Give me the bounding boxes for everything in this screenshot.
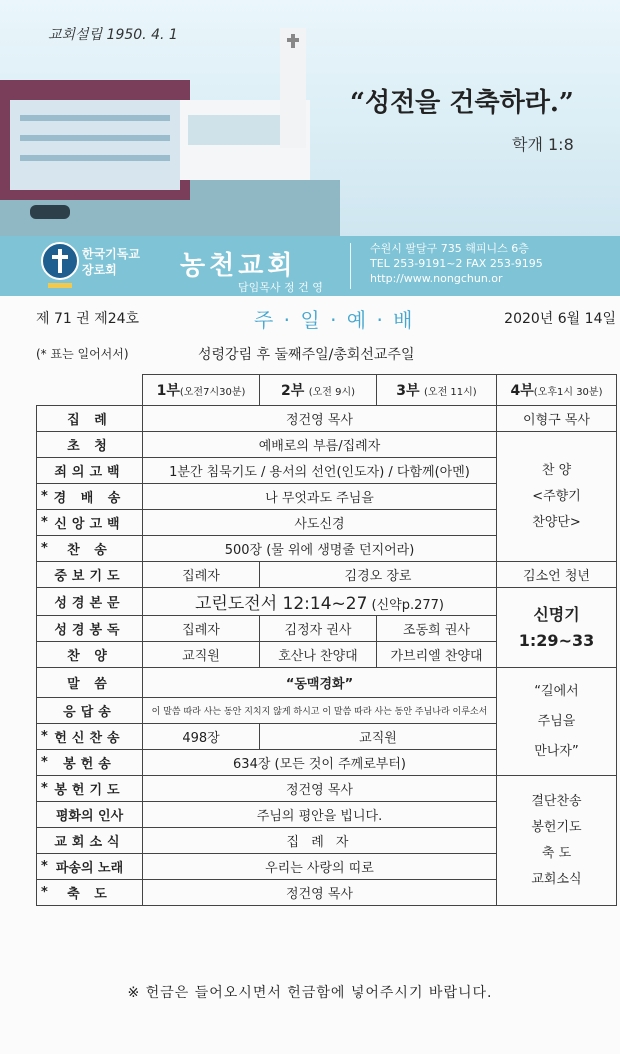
- order-item-label-text: 경 배 송: [53, 491, 126, 506]
- service-3-value: 가브리엘 찬양대: [377, 642, 497, 668]
- service-2-3-value: 교직원: [260, 724, 497, 750]
- order-item-label: [37, 724, 143, 750]
- standing-star: *: [41, 515, 48, 530]
- banner-divider: [350, 243, 351, 289]
- response-song-lyrics: 이 말씀 따라 사는 동안 지치지 않게 하시고 이 말씀 따라 사는 동안 주님나라 이루소서: [143, 698, 497, 724]
- standing-star: *: [41, 859, 48, 874]
- order-item-value: 예배로의 부름/집례자: [143, 432, 497, 458]
- volume-number: 제 71 권 제24호: [36, 311, 140, 327]
- order-item-value: 우리는 사랑의 띠로: [143, 854, 497, 880]
- order-item-label: 집 례: [37, 406, 143, 432]
- service-4-value: 김소언 청년: [497, 562, 617, 588]
- order-item-value: 1분간 침묵기도 / 용서의 선언(인도자) / 다함께(아멘): [143, 458, 497, 484]
- service-2-time: (오전 9시): [308, 387, 356, 398]
- motto-reference: 학개 1:8: [512, 135, 574, 154]
- order-item-label: 찬 양: [37, 642, 143, 668]
- order-item-label: [37, 776, 143, 802]
- order-item-label: [37, 510, 143, 536]
- denomination-line1: 한국기독교: [82, 247, 140, 261]
- order-item-label: 교회소식: [37, 828, 143, 854]
- order-item-label: 말 씀: [37, 668, 143, 698]
- order-item-value: 634장 (모든 것이 주께로부터): [143, 750, 497, 776]
- scripture-side-line2: 1:29~33: [518, 630, 595, 650]
- praise-line2: <주향기: [532, 488, 581, 504]
- service-4-header: [497, 375, 617, 406]
- closing-line1: 결단찬송: [531, 793, 582, 809]
- motto-text: “성전을 건축하라.”: [350, 88, 574, 118]
- service-1-value: 498장: [143, 724, 260, 750]
- closing-line4: 교회소식: [531, 871, 582, 887]
- service-title: 주 · 일 · 예 · 배: [254, 308, 415, 332]
- hero-banner: [0, 0, 620, 236]
- table-row: [37, 668, 617, 698]
- praise-team-cell: [497, 432, 617, 562]
- standing-star: *: [41, 885, 48, 900]
- order-item-label: [37, 536, 143, 562]
- order-item-value: 정건영 목사: [143, 776, 497, 802]
- scripture-side-line1: 신명기: [533, 604, 580, 624]
- scripture-value: [143, 588, 497, 616]
- order-item-label-text: 파송의 노래: [55, 861, 124, 876]
- closing-line2: 봉헌기도: [531, 819, 582, 835]
- service-4-value: 이형구 목사: [497, 406, 617, 432]
- church-name: 농천교회: [180, 251, 297, 281]
- sermon-side-line1: “길에서: [534, 683, 579, 699]
- order-item-label: [37, 484, 143, 510]
- service-1-time: (오전7시30분): [179, 387, 246, 398]
- service-1-value: 집례자: [143, 562, 260, 588]
- order-item-label-text: 신앙고백: [54, 517, 125, 532]
- sermon-side-cell: [497, 668, 617, 776]
- standing-star: *: [41, 489, 48, 504]
- service-4-label: 4부: [510, 383, 534, 399]
- praise-line3: 찬양단>: [532, 514, 581, 530]
- offering-notice: ※ 헌금은 들어오시면서 헌금함에 넣어주시기 바랍니다.: [127, 985, 493, 1001]
- service-3-time: (오전 11시): [424, 387, 477, 398]
- table-row: [37, 432, 617, 458]
- service-2-3-value: 김경오 장로: [260, 562, 497, 588]
- service-1-header: [143, 375, 260, 406]
- order-item-value: 정건영 목사: [143, 880, 497, 906]
- order-item-value: 정건영 목사: [143, 406, 497, 432]
- service-2-label: 2부: [280, 383, 305, 399]
- order-item-label-text: 봉헌송: [63, 757, 116, 772]
- table-row: [37, 562, 617, 588]
- standing-note: (* 표는 일어서서): [36, 347, 129, 361]
- service-1-label: 1부: [156, 383, 180, 399]
- order-item-label: 중보기도: [37, 562, 143, 588]
- order-item-label-text: 찬 송: [67, 543, 112, 558]
- standing-star: *: [41, 541, 48, 556]
- service-header-row: [37, 375, 617, 406]
- order-item-value: 나 무엇과도 주님을: [143, 484, 497, 510]
- service-1-value: 집례자: [143, 616, 260, 642]
- sermon-side-line2: 주님을: [537, 713, 576, 729]
- church-building-illustration: [0, 20, 340, 236]
- website-link[interactable]: http://www.nongchun.or: [370, 272, 503, 285]
- service-4-time: (오후1시 30분): [533, 387, 603, 398]
- sermon-side-line3: 만나자”: [534, 743, 579, 759]
- table-row: [37, 588, 617, 616]
- order-item-label: [37, 880, 143, 906]
- founded-date: 교회설립 1950. 4. 1: [48, 27, 178, 43]
- service-3-value: 조동희 권사: [377, 616, 497, 642]
- order-item-label: 평화의 인사: [37, 802, 143, 828]
- order-item-label-text: 축 도: [67, 887, 112, 902]
- worship-order-table: [36, 374, 617, 906]
- closing-side-cell: [497, 776, 617, 906]
- service-1-value: 교직원: [143, 642, 260, 668]
- denomination-label: [82, 246, 140, 278]
- denomination-line2: 장로회: [82, 263, 117, 277]
- order-item-label: [37, 750, 143, 776]
- contact-info: [370, 241, 543, 286]
- order-item-label: 성경본문: [37, 588, 143, 616]
- issue-row: [36, 308, 616, 332]
- scripture-side-cell: [497, 588, 617, 668]
- senior-pastor: 담임목사 정 건 영: [238, 281, 323, 294]
- service-2-header: [260, 375, 377, 406]
- table-row: [37, 406, 617, 432]
- header-blank: [37, 375, 143, 406]
- service-2-value: 김정자 권사: [260, 616, 377, 642]
- order-item-value: 집 례 자: [143, 828, 497, 854]
- order-item-label-text: 봉헌기도: [54, 783, 125, 798]
- service-2-value: 호산나 찬양대: [260, 642, 377, 668]
- scripture-page: (신약p.277): [371, 598, 444, 613]
- service-3-label: 3부: [396, 383, 420, 399]
- address: 수원시 팔달구 735 해피니스 6층: [370, 242, 529, 255]
- phone-fax: TEL 253-9191~2 FAX 253-9195: [370, 257, 543, 270]
- order-item-value: 주님의 평안을 빕니다.: [143, 802, 497, 828]
- closing-line3: 축 도: [541, 845, 572, 861]
- order-item-label: 응답송: [37, 698, 143, 724]
- service-3-header: [377, 375, 497, 406]
- order-item-label-text: 헌신찬송: [54, 731, 125, 746]
- order-item-label: 성경봉독: [37, 616, 143, 642]
- praise-line1: 찬 양: [541, 462, 572, 478]
- standing-star: *: [41, 755, 48, 770]
- order-item-label: [37, 854, 143, 880]
- order-item-label: 초 청: [37, 432, 143, 458]
- church-logo-icon: [40, 241, 80, 291]
- sunday-theme: 성령강림 후 둘째주일/총회선교주일: [198, 347, 415, 363]
- sermon-title: “동맥경화”: [143, 668, 497, 698]
- order-item-value: 사도신경: [143, 510, 497, 536]
- standing-star: *: [41, 729, 48, 744]
- table-row: [37, 776, 617, 802]
- order-item-value: 500장 (물 위에 생명줄 던지어라): [143, 536, 497, 562]
- order-item-label: 죄의고백: [37, 458, 143, 484]
- bulletin-date: 2020년 6월 14일: [504, 311, 616, 327]
- scripture-passage: 고린도전서 12:14~27: [195, 594, 368, 614]
- standing-star: *: [41, 781, 48, 796]
